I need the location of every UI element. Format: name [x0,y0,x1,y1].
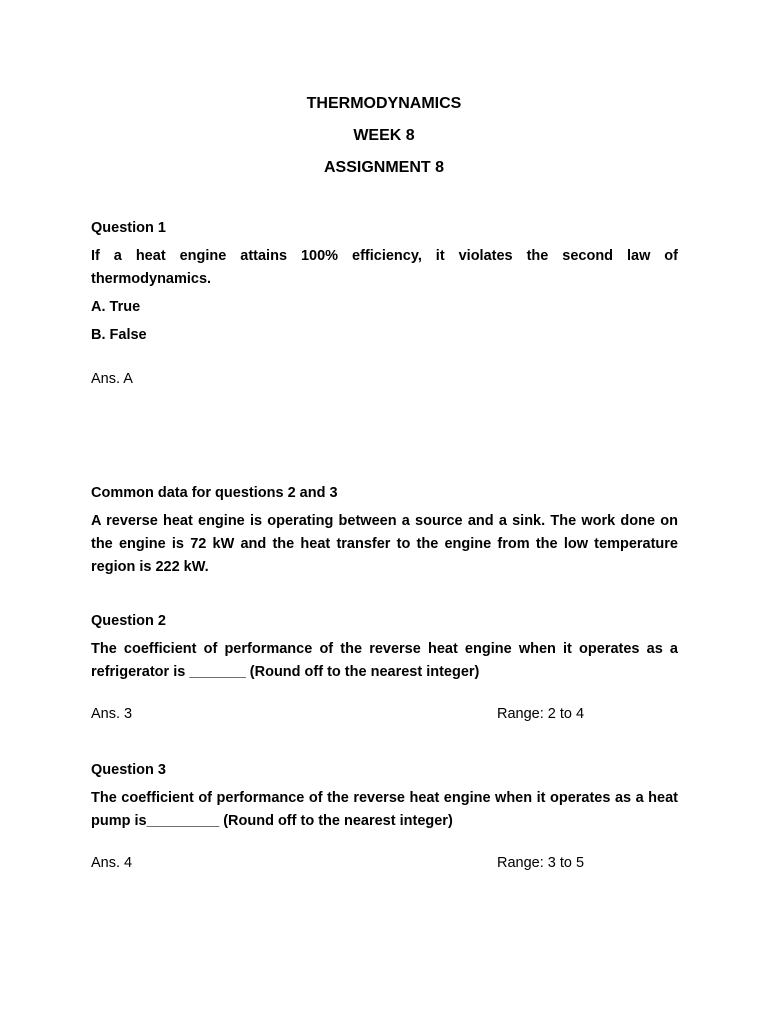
question-1-text: If a heat engine attains 100% efficiency, it violates the second law of thermodynamics. [91,248,678,287]
question-2-range: Range: 2 to 4 [497,706,585,722]
question-3-range: Range: 3 to 5 [497,855,585,871]
course-title: THERMODYNAMICS [306,95,462,112]
question-1-option-b: B. False [91,327,147,343]
question-3-heading: Question 3 [91,762,166,778]
week-title: WEEK 8 [353,127,415,144]
question-2-answer: Ans. 3 [91,706,133,722]
common-data-heading: Common data for questions 2 and 3 [91,485,338,501]
common-data-text: A reverse heat engine is operating between a source and a sink. The work done on the engine is 72 kW and the heat transfer to the engine from the low temperature region is 222 kW. [91,513,678,575]
question-3-answer: Ans. 4 [91,855,133,871]
assignment-title: ASSIGNMENT 8 [323,159,444,176]
question-2-heading: Question 2 [91,613,166,629]
question-3-text: The coefficient of performance of the reverse heat engine when it operates as a heat pump is_________ (Round off to the nearest integer) [91,790,678,829]
question-1-answer: Ans. A [91,371,133,387]
question-1-heading: Question 1 [91,220,166,236]
question-2-text: The coefficient of performance of the reverse heat engine when it operates as a refrigerator is _______ (Round off to the nearest integer) [91,641,678,680]
question-1-option-a: A. True [91,299,141,315]
